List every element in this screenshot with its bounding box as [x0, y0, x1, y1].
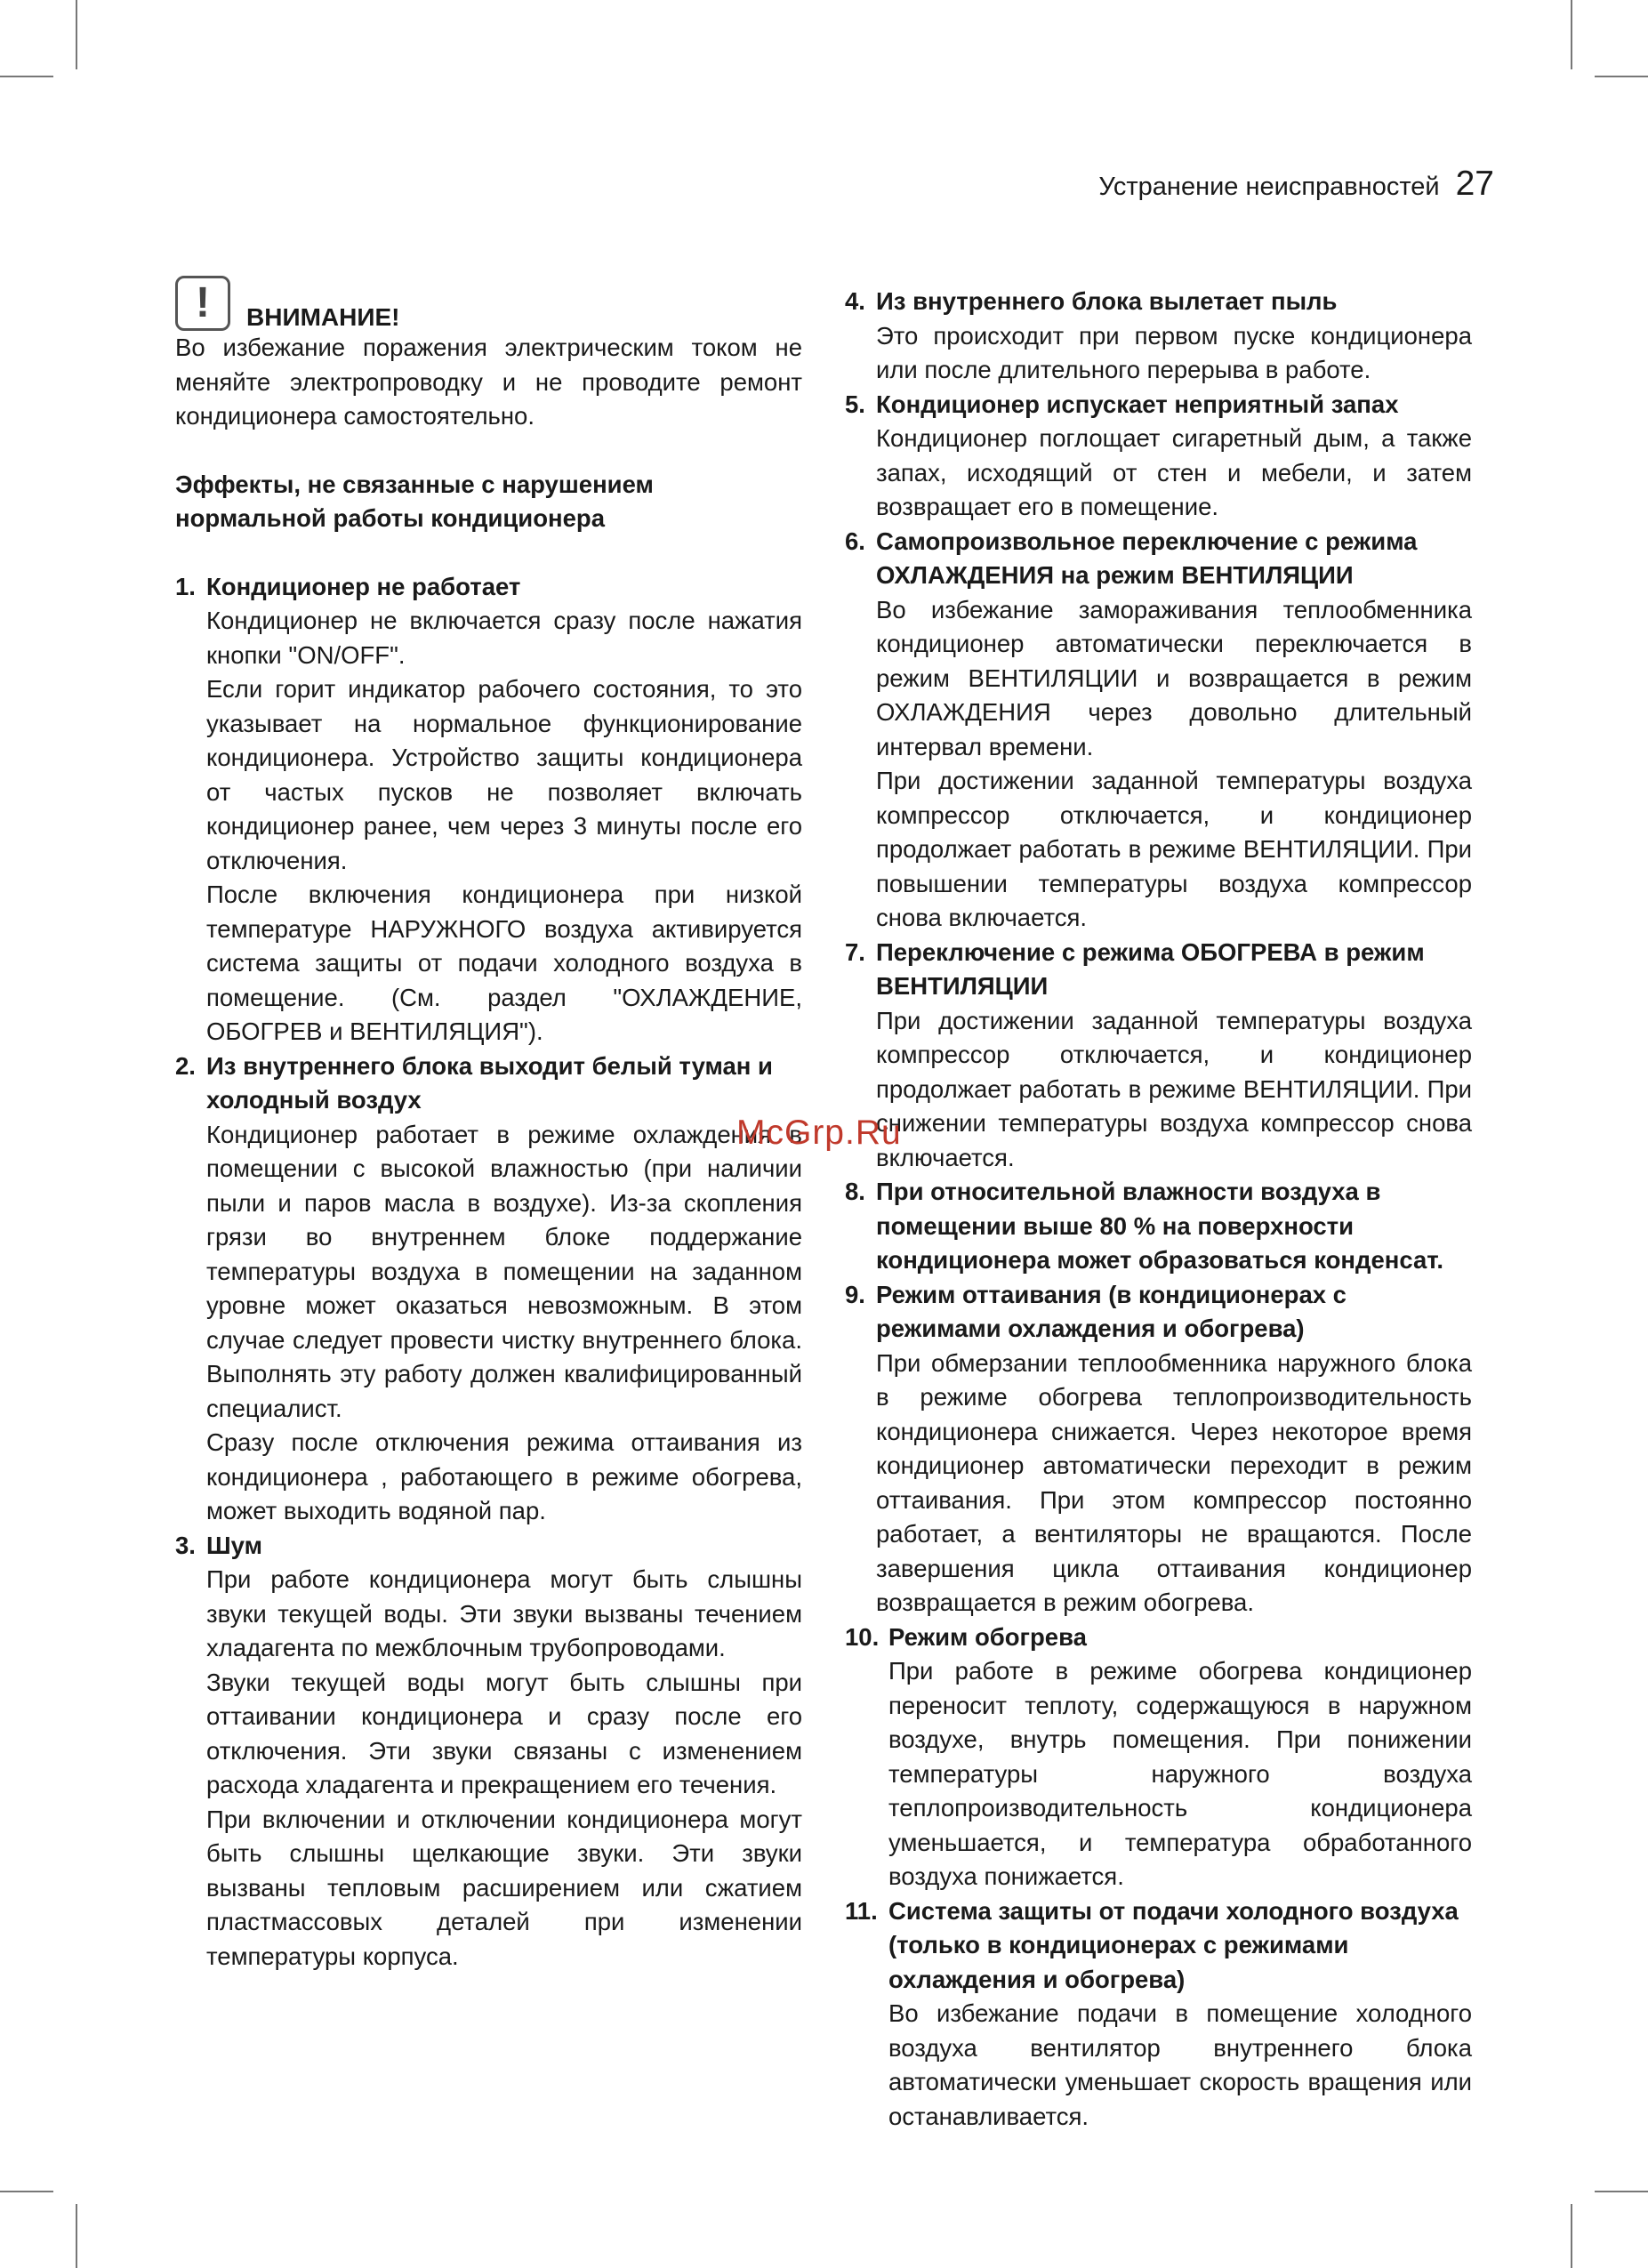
item-title [876, 936, 1472, 1004]
item-title-text: Из внутреннего блока выходит белый туман и холодный воздух [206, 1051, 773, 1114]
item-number: 2. [175, 1051, 196, 1080]
item-title [206, 1529, 802, 1564]
item-title-text: Шум [206, 1531, 262, 1559]
crop-mark [0, 2191, 53, 2192]
warning-heading [175, 276, 802, 331]
item-title-text: Кондиционер не работает [206, 572, 521, 600]
right-column [845, 285, 1472, 2134]
list-item [845, 1621, 1472, 1894]
item-paragraph: Кондиционер поглощает сигаретный дым, а также запах, исходящий от стен и мебели, и затем возвращает его в помещение. [876, 424, 1472, 520]
item-number: 7. [845, 937, 865, 966]
item-number: 5. [845, 390, 865, 418]
item-number: 10. [845, 1622, 880, 1651]
item-paragraph: Во избежание подачи в помещение холодного воздуха вентилятор внутреннего блока автоматически уменьшает скорость вращения или останавливается. [888, 1999, 1472, 2130]
item-number: 11. [845, 1896, 878, 1925]
item-title [888, 1621, 1472, 1655]
list-item [845, 388, 1472, 525]
list-item [175, 1529, 802, 1974]
crop-mark [0, 76, 53, 77]
list-item [845, 1894, 1472, 2135]
crop-mark [1571, 2204, 1572, 2268]
item-body [876, 388, 1472, 525]
list-item [175, 1050, 802, 1529]
item-paragraph: Кондиционер работает в режиме охлаждения в помещении с высокой влажностью (при наличии пыли и паров масла в воздухе). Из-за скопления грязи во внутреннем блоке поддержание температуры воздуха в помещении на заданном уровне может оказаться невозможным. В этом случае следует провести чистку внутреннего блока. Выполнять эту работу должен квалифицированный специалист. [206, 1120, 802, 1422]
item-body [888, 1894, 1472, 2135]
item-body [888, 1621, 1472, 1894]
item-title [876, 525, 1472, 593]
item-number: 3. [175, 1531, 196, 1559]
item-number: 4. [845, 287, 865, 315]
item-body [206, 570, 802, 1050]
crop-mark [1595, 76, 1648, 77]
item-title [876, 388, 1472, 422]
item-paragraph: При достижении заданной температуры воздуха компрессор отключается, и кондиционер продолжает работать в режиме ВЕНТИЛЯЦИИ. При снижении температуры воздуха компрессор снова включается. [876, 1006, 1472, 1171]
item-body [876, 936, 1472, 1176]
item-title-text: Режим обогрева [888, 1622, 1087, 1651]
left-column [175, 276, 802, 1974]
item-body [876, 525, 1472, 936]
item-paragraph: Звуки текущей воды могут быть слышны при оттаивании кондиционера и сразу после его отключения. Эти звуки связаны с изменением расхода хладагента и прекращением его течения. [206, 1668, 802, 1798]
crop-mark [1595, 2191, 1648, 2192]
list-item [175, 570, 802, 1050]
warning-icon: ! [175, 276, 230, 331]
item-body [876, 1175, 1472, 1278]
crop-mark [1571, 0, 1572, 69]
crop-mark [76, 0, 77, 69]
item-paragraph: Если горит индикатор рабочего состояния, то это указывает на нормальное функционирование кондиционера. Устройство защиты кондиционера от частых пусков не позволяет включать кондиционер ранее, чем через 3 минуты после его отключения. [206, 675, 802, 874]
item-number: 1. [175, 572, 196, 600]
item-title [206, 570, 802, 605]
item-title [206, 1050, 802, 1118]
item-title [876, 285, 1472, 319]
item-body [876, 1278, 1472, 1621]
item-paragraph: Сразу после отключения режима оттаивания из кондиционера , работающего в режиме обогрева, может выходить водяной пар. [206, 1428, 802, 1524]
item-paragraph: Кондиционер не включается сразу после нажатия кнопки "ON/OFF". [206, 607, 802, 669]
list-item [845, 936, 1472, 1176]
item-paragraph: Это происходит при первом пуске кондиционера или после длительного перерыва в работе. [876, 321, 1472, 383]
crop-mark [76, 2204, 77, 2268]
item-title-text: Система защиты от подачи холодного воздуха (только в кондиционерах с режимами охлаждения и обогрева) [888, 1896, 1459, 1993]
list-item [845, 1278, 1472, 1621]
item-title-text: Из внутреннего блока вылетает пыль [876, 287, 1338, 315]
item-title-text: Кондиционер испускает неприятный запах [876, 390, 1399, 418]
item-title-text: При относительной влажности воздуха в помещении выше 80 % на поверхности кондиционера может образоваться конденсат. [876, 1178, 1443, 1274]
item-paragraph: При работе кондиционера могут быть слышны звуки текущей воды. Эти звуки вызваны течением хладагента по межблочным трубопроводами. [206, 1565, 802, 1661]
item-body [206, 1050, 802, 1529]
item-number: 9. [845, 1280, 865, 1308]
warning-text: Во избежание поражения электрическим током не меняйте электропроводку и не проводите ремонт кондиционера самостоятельно. [175, 334, 802, 430]
right-item-list [845, 285, 1472, 2134]
list-item [845, 285, 1472, 388]
item-paragraph: При обмерзании теплообменника наружного блока в режиме обогрева теплопроизводительность кондиционера снижается. Через некоторое время кондиционер автоматически переходит в режим оттаивания. При этом компрессор постоянно работает, а вентиляторы не вращаются. После завершения цикла оттаивания кондиционер возвращается в режим обогрева. [876, 1348, 1472, 1616]
left-item-list [175, 570, 802, 1974]
item-paragraph: При достижении заданной температуры воздуха компрессор отключается, и кондиционер продолжает работать в режиме ВЕНТИЛЯЦИИ. При повышении температуры воздуха компрессор снова включается. [876, 767, 1472, 931]
page-number: 27 [1455, 165, 1494, 203]
item-paragraph: После включения кондиционера при низкой температуре НАРУЖНОГО воздуха активируется система защиты от подачи холодного воздуха в помещение. (См. раздел "ОХЛАЖДЕНИЕ, ОБОГРЕВ и ВЕНТИЛЯЦИЯ"). [206, 881, 802, 1045]
item-title-text: Режим оттаивания (в кондиционерах с режимами охлаждения и обогрева) [876, 1280, 1347, 1342]
section-title: Эффекты, не связанные с нарушением нормальной работы кондиционера [175, 470, 654, 532]
item-body [206, 1529, 802, 1974]
item-paragraph: При включении и отключении кондиционера могут быть слышны щелкающие звуки. Эти звуки вызваны тепловым расширением или сжатием пластмассовых деталей при изменении температуры корпуса. [206, 1805, 802, 1970]
list-item [845, 525, 1472, 936]
warning-title: ВНИМАНИЕ! [246, 303, 400, 331]
item-title-text: Переключение с режима ОБОГРЕВА в режим ВЕНТИЛЯЦИИ [876, 937, 1425, 1000]
item-title [876, 1278, 1472, 1347]
item-title-text: Самопроизвольное переключение с режима ОХЛАЖДЕНИЯ на режим ВЕНТИЛЯЦИИ [876, 527, 1418, 589]
header-title: Устранение неисправностей [1098, 173, 1440, 201]
item-body [876, 285, 1472, 388]
watermark: McGrp.Ru [736, 1114, 902, 1152]
item-paragraph: При работе в режиме обогрева кондиционер переносит теплоту, содержащуюся в наружном воздухе, внутрь помещения. При понижении температуры наружного воздуха теплопроизводительность кондиционера уменьшается, и температура обработанного воздуха понижается. [888, 1657, 1472, 1890]
page-header [1098, 165, 1494, 204]
item-title [888, 1894, 1472, 1998]
item-number: 8. [845, 1178, 865, 1205]
item-title [876, 1175, 1472, 1278]
list-item [845, 1175, 1472, 1278]
item-number: 6. [845, 527, 865, 555]
item-paragraph: Во избежание замораживания теплообменника кондиционер автоматически переключается в режим ВЕНТИЛЯЦИИ и возвращается в режим ОХЛАЖДЕНИЯ через довольно длительный интервал времени. [876, 595, 1472, 760]
